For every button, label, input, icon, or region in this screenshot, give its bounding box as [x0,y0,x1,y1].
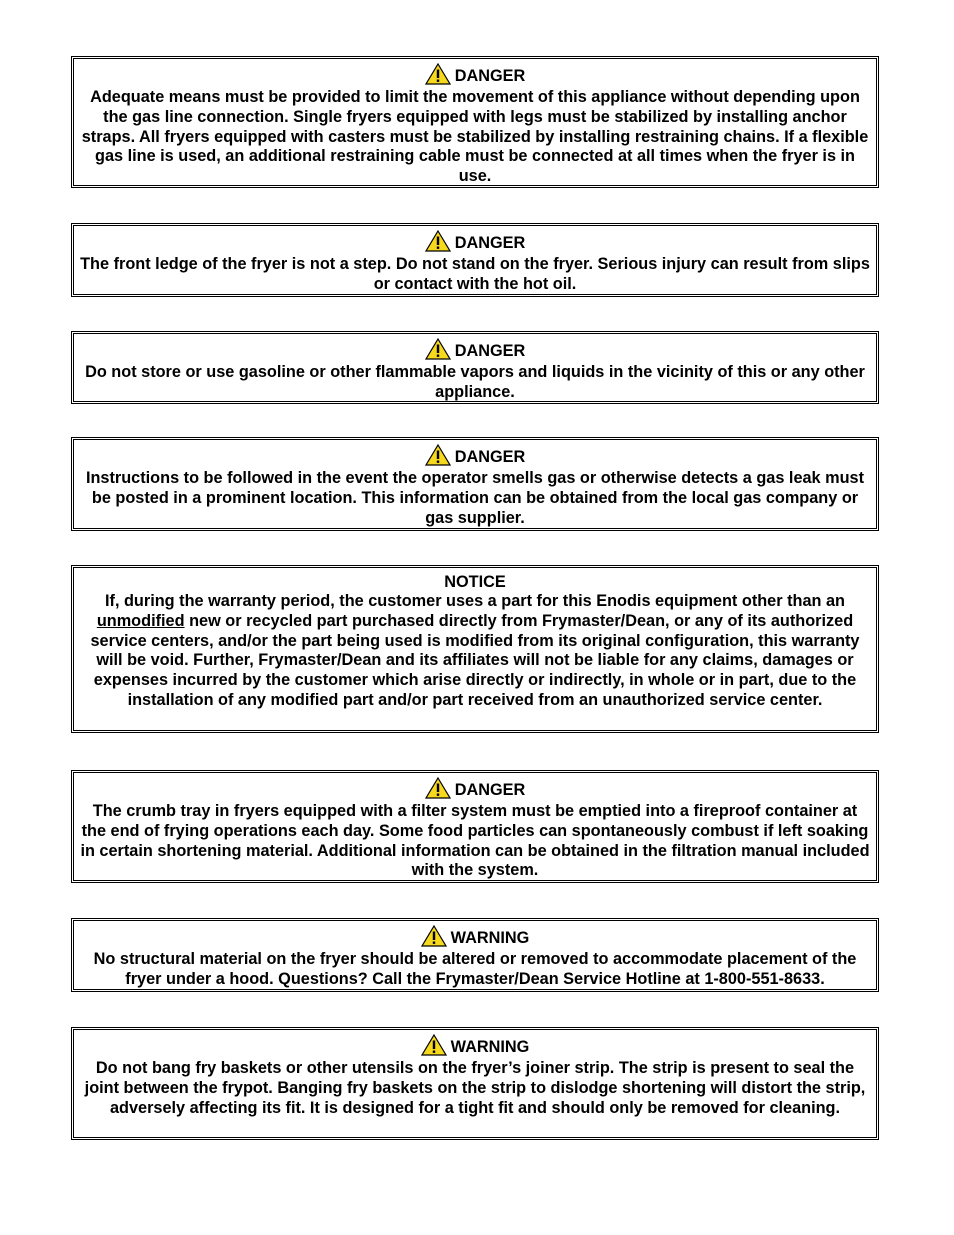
notice-header [80,64,870,88]
notice-header [80,572,870,592]
notice-text: Instructions to be followed in the event the operator smells gas or otherwise detects a gas leak must be posted in a prominent location. This information can be obtained from the local gas company or gas supplier. [85,469,865,527]
warning-triangle-icon [425,338,451,360]
warranty-notice [73,567,877,731]
notice-text-after: new or recycled part purchased directly from Frymaster/Dean, or any of its authorized service centers, and/or the part being used is modified from its original configuration, this warranty will be void. Further, Frymaster/Dean and its affiliates will not be liable for any claims, damages or expenses incurred by the customer which arise directly or indirectly, in whole or in part, due to the installation of any modified part and/or part received from an unauthorized service center. [90,611,860,709]
notice-title: NOTICE [444,573,506,591]
notice-title: WARNING [450,929,530,947]
notice-text [80,592,870,711]
warning-notice-structural [73,920,877,990]
warning-triangle-icon [425,777,451,799]
danger-notice-ledge [73,225,877,295]
notice-header [80,445,870,469]
warning-triangle-icon [421,925,447,947]
notice-text: No structural material on the fryer should be altered or removed to accommodate placement of the fryer under a hood. Questions? Call the Frymaster/Dean Service Hotline at 1-800-551-8633. [93,950,857,988]
notice-title: DANGER [454,234,526,252]
notice-text-before: If, during the warranty period, the customer uses a part for this Enodis equipment other than an [105,592,845,610]
notice-header [80,1035,870,1059]
warning-triangle-icon [425,63,451,85]
notice-text-underlined: unmodified [96,611,185,630]
notice-header [80,339,870,363]
warning-triangle-icon [425,444,451,466]
notice-title: DANGER [454,781,526,799]
notice-header [80,926,870,950]
warning-triangle-icon [425,230,451,252]
warning-notice-joiner-strip [73,1029,877,1138]
notice-title: DANGER [454,448,526,466]
notice-text: Adequate means must be provided to limit the movement of this appliance without depending upon the gas line connection. Single fryers equipped with legs must be stabilized by installing anchor straps. All fryers equipped with casters must be stabilized by installing restraining chains. If a flexible gas line is used, an additional restraining cable must be connected at all times when the fryer is in use. [81,88,869,186]
notice-title: WARNING [450,1038,530,1056]
danger-notice-flammables [73,333,877,402]
notice-text: Do not bang fry baskets or other utensils on the fryer’s joiner strip. The strip is present to seal the joint between the frypot. Banging fry baskets on the strip to dislodge shortening will distort the strip, adversely affecting its fit. It is designed for a tight fit and should only be removed for cleaning. [84,1059,866,1117]
notice-header [80,778,870,802]
danger-notice-crumb-tray [73,772,877,881]
notice-header [80,231,870,255]
warning-triangle-icon [421,1034,447,1056]
notice-text: The front ledge of the fryer is not a step. Do not stand on the fryer. Serious injury can result from slips or contact with the hot oil. [80,255,870,293]
notice-text: Do not store or use gasoline or other flammable vapors and liquids in the vicinity of this or any other appliance. [85,363,865,401]
notice-title: DANGER [454,342,526,360]
danger-notice-anchoring [73,58,877,186]
notice-title: DANGER [454,67,526,85]
danger-notice-gas-leak [73,439,877,529]
notice-text: The crumb tray in fryers equipped with a filter system must be emptied into a fireproof container at the end of frying operations each day. Some food particles can spontaneously combust if left soaking in certain shortening material. Additional information can be obtained in the filtration manual included with the system. [80,802,870,880]
